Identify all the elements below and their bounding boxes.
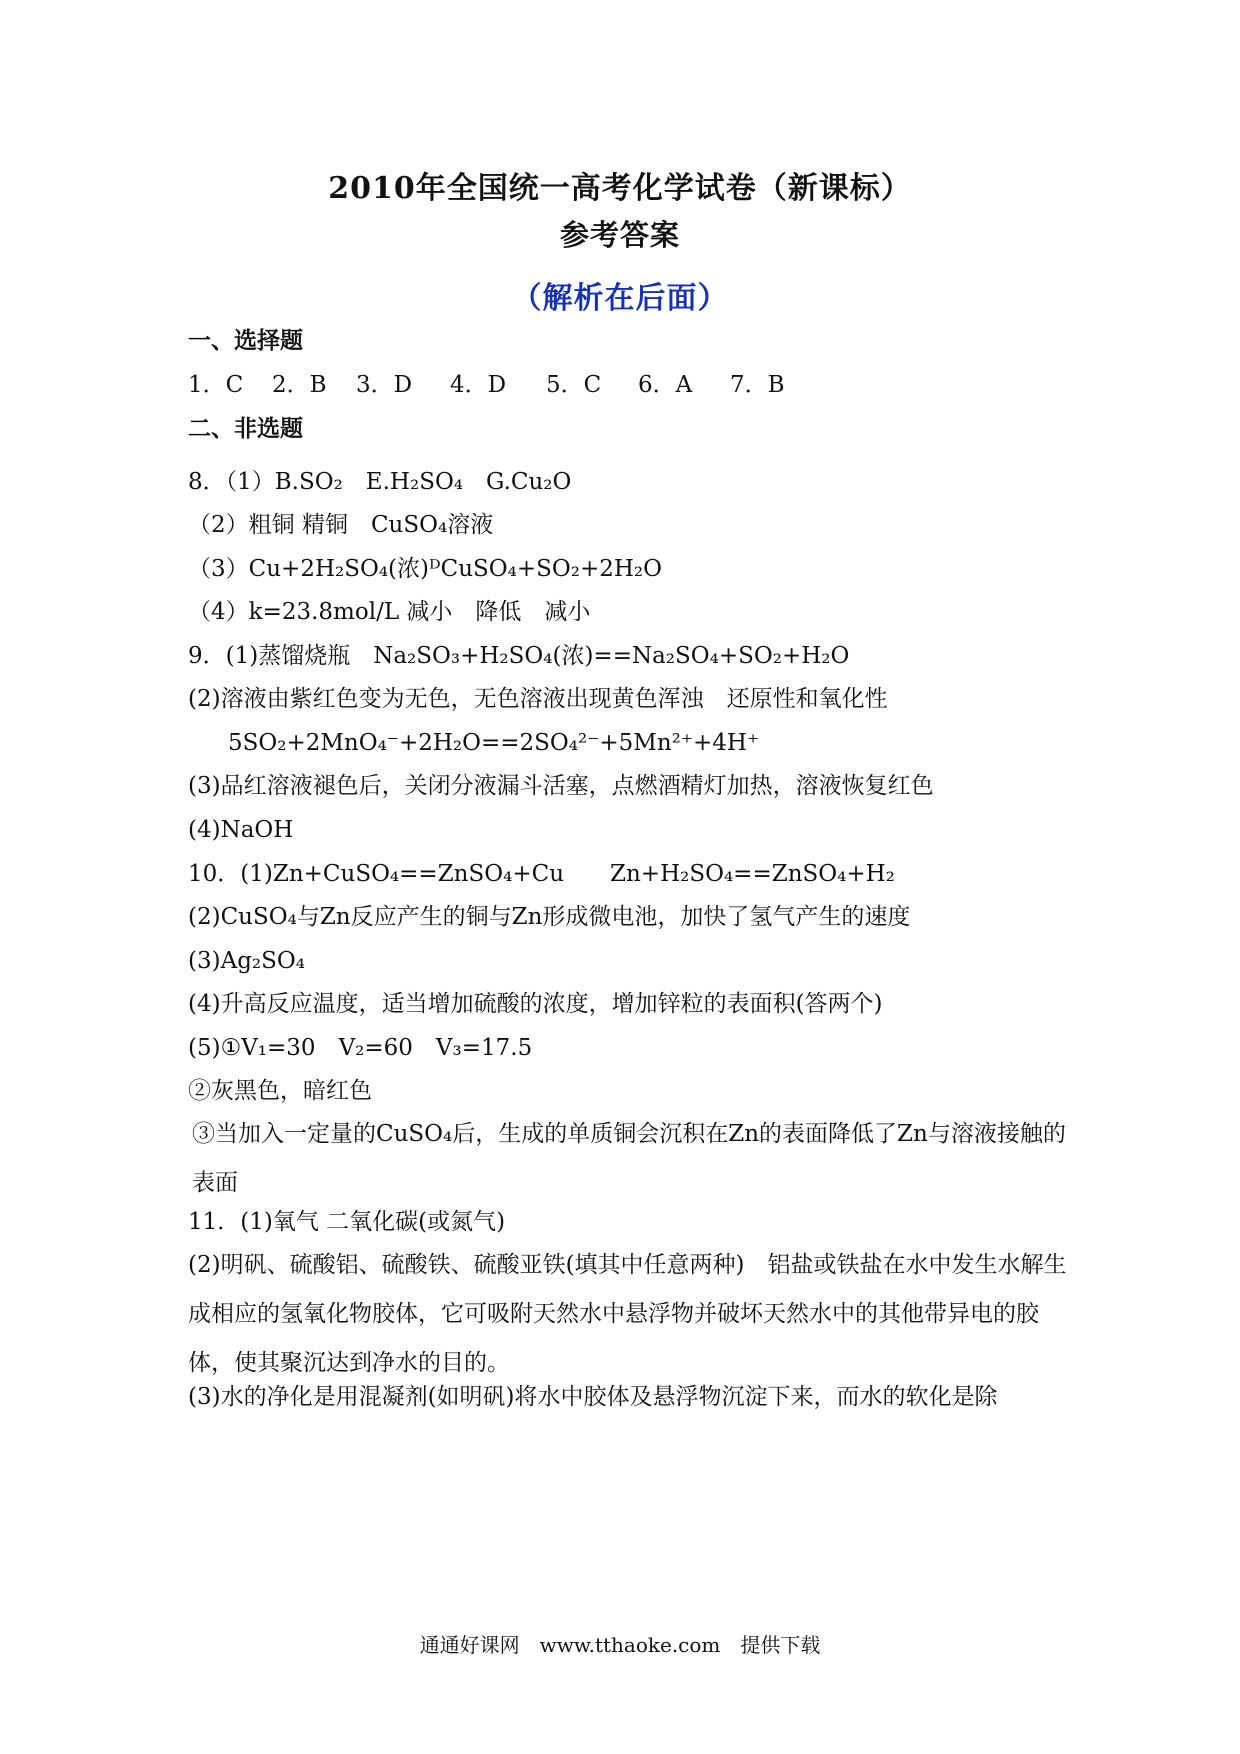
answer-equation: 5SO₂+2MnO₄⁻+2H₂O==2SO₄²⁻+5Mn²⁺+4H⁺ [228,730,760,756]
answer-line: （3）Cu+2H₂SO₄(浓)ᴰCuSO₄+SO₂+2H₂O [188,556,663,582]
answer-line: （4）k=23.8mol/L 减小 降低 减小 [188,599,591,625]
answer-line: (4)升高反应温度，适当增加硫酸的浓度，增加锌粒的表面积(答两个) [188,991,883,1017]
choice-answer: 1．C [188,372,244,398]
choice-answer: 2．B [272,372,327,398]
choice-answer: 4．D [450,372,507,398]
answer-paragraph: ③当加入一定量的CuSO₄后，生成的单质铜会沉积在Zn的表面降低了Zn与溶液接触的表面 [192,1121,1066,1196]
section-heading-nonchoice: 二、非选题 [188,415,303,442]
page-footer: 通通好课网 www.tthaoke.com 提供下载 [419,1633,821,1657]
section-heading-choice: 一、选择题 [188,327,303,354]
answer-line: 8．（1）B.SO₂ E.H₂SO₄ G.Cu₂O [188,469,572,495]
page-title: 2010年全国统一高考化学试卷（新课标） [328,171,912,206]
answer-line: 9．(1)蒸馏烧瓶 Na₂SO₃+H₂SO₄(浓)==Na₂SO₄+SO₂+H₂O [188,643,850,669]
choice-answers [188,371,1068,399]
analysis-note: （解析在后面） [511,281,729,316]
answer-line: (3)水的净化是用混凝剂(如明矾)将水中胶体及悬浮物沉淀下来，而水的软化是除 [188,1384,998,1410]
answer-line: (2)溶液由紫红色变为无色，无色溶液出现黄色浑浊 还原性和氧化性 [188,686,888,712]
choice-answer: 6．A [638,372,693,398]
choice-answer: 3．D [356,372,413,398]
page-subtitle: 参考答案 [559,218,680,252]
choice-answer: 7．B [730,372,785,398]
answer-line: （2）粗铜 精铜 CuSO₄溶液 [188,512,494,538]
answer-paragraph: (2)明矾、硫酸铝、硫酸铁、硫酸亚铁(填其中任意两种) 铝盐或铁盐在水中发生水解生成相应的氢氧化物胶体，它可吸附天然水中悬浮物并破坏天然水中的其他带异电的胶体，使其聚沉达到净水的目的。 [188,1252,1067,1376]
answer-line: (2)CuSO₄与Zn反应产生的铜与Zn形成微电池，加快了氢气产生的速度 [188,904,911,930]
answer-line: ②灰黑色，暗红色 [188,1078,372,1104]
answer-line: (4)NaOH [188,817,294,843]
answer-line: 10．(1)Zn+CuSO₄==ZnSO₄+Cu Zn+H₂SO₄==ZnSO₄+H₂ [188,861,895,887]
answer-line: 11．(1)氧气 二氧化碳(或氮气) [188,1209,506,1235]
choice-answer: 5．C [546,372,602,398]
answer-line: (3)Ag₂SO₄ [188,948,305,974]
answer-line: (3)品红溶液褪色后，关闭分液漏斗活塞，点燃酒精灯加热，溶液恢复红色 [188,773,934,799]
answer-line: (5)①V₁=30 V₂=60 V₃=17.5 [188,1035,533,1061]
